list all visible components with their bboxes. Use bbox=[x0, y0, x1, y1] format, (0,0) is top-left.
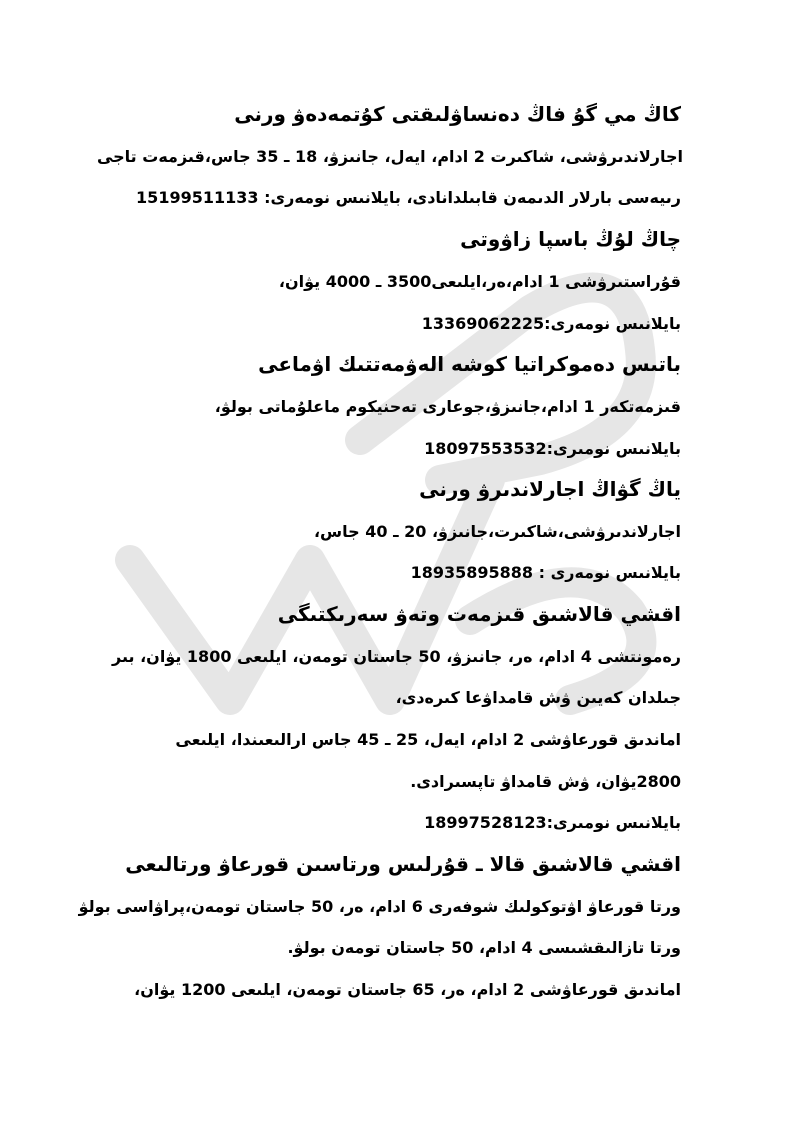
job-line: اماندىق قورعاۋشى 2 ادام، ەر، 65 جاستان تومەن، ايلىعى 1200 يۋان، bbox=[134, 980, 681, 999]
job-line: اجارلاندىرۋشى، شاكىرت 2 ادام، ايەل، جانىزۋ، 18 ـ 35 جاس،قىزمەت تاجى bbox=[96, 147, 683, 166]
watermark-s-shape bbox=[470, 582, 641, 700]
job-line: قىزمەتكەر 1 ادام،جانىزۋ،جوعارى تەحنيكوم ماعلۇماتى بولۋ، bbox=[214, 397, 681, 416]
job-line-continued: جىلدان كەيىن ۋش قامداۋعا كىرەدى، bbox=[395, 688, 681, 707]
contact-line: بايلانىس نومەرى : 18935895888 bbox=[410, 563, 681, 582]
contact-line: بايلانىس نومىرى:18097553532 bbox=[424, 439, 681, 458]
job-line: ورتا تازالىقشىسى 4 ادام، 50 جاستان تومەن بولۋ. bbox=[287, 938, 681, 957]
contact-line: بايلانىس نومىرى:18997528123 bbox=[424, 813, 681, 832]
contact-line: بايلانىس نومەرى:13369062225 bbox=[421, 314, 681, 333]
company-heading-4: ياڭ گۋاڭ اجارلاندىرۋ ورنى bbox=[419, 477, 681, 501]
company-heading-1: كاڭ مي گۇ فاڭ دەنساۋلىقتى كۇتمەدەۋ ورنى bbox=[234, 102, 681, 126]
job-line: قۇراستىرۋشى 1 ادام،ەر،ايلىعى3500 ـ 4000 يۋان، bbox=[278, 272, 681, 291]
job-line: اجارلاندىرۋشى،شاكىرت،جانىزۋ، 20 ـ 40 جاس، bbox=[313, 522, 681, 541]
company-heading-2: چاڭ لۇڭ باسپا زاۋوتى bbox=[460, 227, 681, 251]
job-line: رەمونتشى 4 ادام، ەر، جانىزۋ، 50 جاستان تومەن، ايلىعى 1800 يۋان، بىر bbox=[112, 647, 681, 666]
job-line: ورتا قورعاۋ اۋتوكولىك شوفەرى 6 ادام، ەر، 50 جاستان تومەن،پراۋاسى بولۋ bbox=[78, 897, 681, 916]
company-heading-6: اقشي قالاشىق قالا ـ قۇرلىس ورتاسىن قورعاۋ ورتالىعى bbox=[125, 852, 681, 876]
contact-line: رىيەسى بارلار الدىمەن قابىلدانادى، بايلانىس نومەرى: 15199511133 bbox=[136, 188, 681, 207]
job-line-continued: 2800يۋان، ۋش قامداۋ تاپسىرادى. bbox=[410, 772, 681, 791]
job-line: اماندىق قورعاۋشى 2 ادام، ايەل، 25 ـ 45 جاس ارالىعىندا، ايلىعى bbox=[175, 730, 681, 749]
company-heading-3: باتىس دەموكراتيا كوشە الەۋمەتتىك اۋماعى bbox=[258, 352, 681, 376]
company-heading-5: اقشي قالاشىق قىزمەت وتەۋ سەرىكتىگى bbox=[277, 602, 681, 626]
